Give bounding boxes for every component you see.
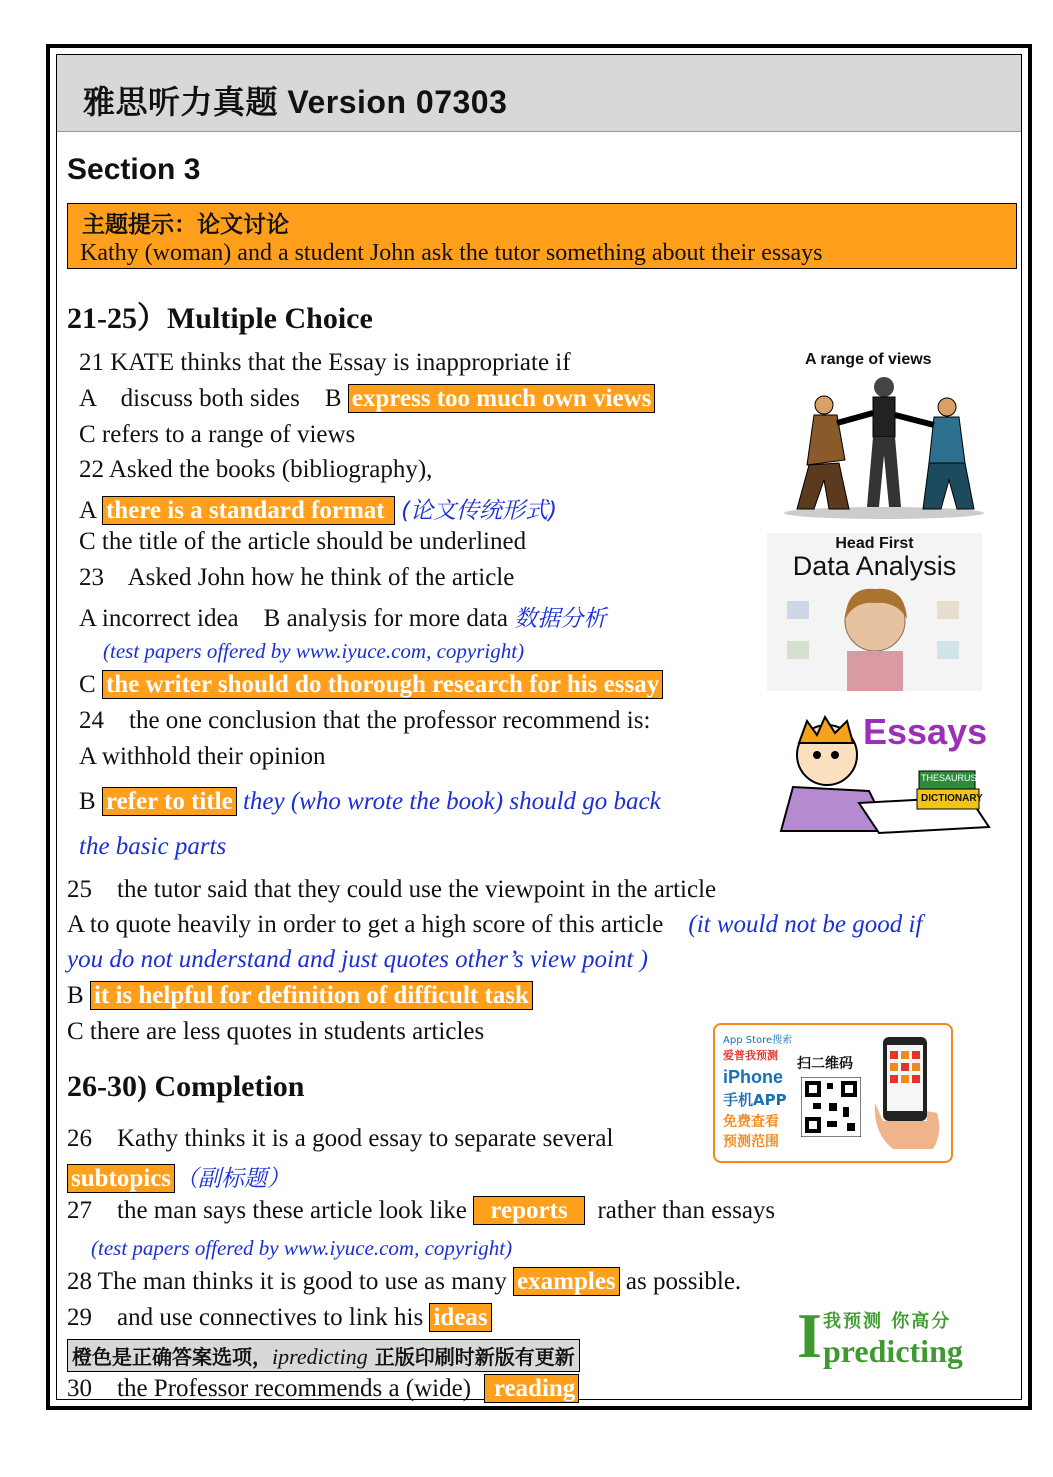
q24-b-label: B (79, 788, 102, 815)
q27-line (67, 1197, 775, 1225)
q25-note: (it would not be good if (688, 911, 923, 938)
app-promo-card[interactable] (713, 1023, 953, 1163)
range-caption: A range of views (805, 351, 932, 368)
q28-post: as possible. (619, 1268, 742, 1295)
logo-chinese: 我预测 你高分 (823, 1311, 952, 1332)
q24-note: they (who wrote the book) should go back (236, 788, 661, 815)
book-series: Head First (835, 535, 914, 552)
q24-stem: 24 the one conclusion that the professor recommend is: (79, 707, 651, 734)
logo-word: predicting (823, 1333, 963, 1369)
q29-pre: 29 and use connectives to link his (67, 1304, 430, 1331)
q29-answer: ideas (429, 1303, 491, 1332)
app-name: 爱普我预测 (723, 1049, 778, 1062)
mc-heading: 21-25）Multiple Choice (67, 302, 373, 335)
q26-note: （副标题） (175, 1166, 291, 1192)
q25-option-a (67, 911, 922, 939)
q22-note: (论文传统形式) (401, 498, 558, 524)
q23-c-label: C (79, 671, 102, 698)
book-title: Data Analysis (792, 551, 957, 581)
q24-option-b (79, 788, 661, 816)
q22-answer: there is a standard format (102, 496, 395, 525)
note-brand: ipredicting (272, 1344, 368, 1369)
q24-note-cont (79, 833, 226, 861)
q29-line (67, 1304, 492, 1332)
q23-note: 数据分析 (514, 606, 607, 632)
copyright-note: (test papers offered by www.iyuce.com, copyright) (103, 639, 525, 663)
q28-line (67, 1268, 741, 1296)
arguing-people-icon (769, 375, 999, 520)
topic-description: Kathy (woman) and a student John ask the tutor something about their essays (80, 240, 823, 266)
note-pre: 橙色是正确答案选项， (72, 1345, 272, 1369)
q21-answer: express too much own views (348, 384, 656, 413)
q21-options-ab (79, 385, 655, 413)
range-label: 预测范围 (723, 1134, 779, 1150)
q30-answer: reading (484, 1374, 580, 1403)
q24-note-2: the basic parts (79, 833, 227, 860)
logo-letter-i: I (797, 1300, 822, 1371)
q25-stem: 25 the tutor said that they could use the viewpoint in the article (67, 876, 717, 903)
q24-answer: refer to title (102, 787, 237, 816)
q25-a-text: A to quote heavily in order to get a high score of this article (67, 911, 689, 938)
q25-option-b (67, 982, 533, 1010)
q25-note-2: you do not understand and just quotes other’s view point ) (67, 946, 648, 973)
q26-answer: subtopics (67, 1164, 175, 1193)
app-store-label: App Store搜索 (723, 1035, 793, 1046)
page-frame (46, 44, 1032, 1410)
topic-title: 主题提示：论文讨论 (82, 212, 289, 238)
q30-line (67, 1375, 579, 1403)
scan-label: 扫二维码 (797, 1056, 853, 1072)
student-writing-icon (769, 707, 1009, 835)
book-cover-art-icon (767, 581, 982, 691)
q21-option-c: C refers to a range of views (79, 421, 356, 448)
q22-stem: 22 Asked the books (bibliography), (79, 456, 433, 483)
page-inner-border (56, 54, 1022, 1400)
q26-stem: 26 Kathy thinks it is a good essay to separate several (67, 1125, 614, 1152)
q27-pre: 27 the man says these article look like (67, 1197, 474, 1224)
thesaurus-label: THESAURUS (921, 773, 977, 783)
qr-code-icon (801, 1077, 861, 1137)
iphone-label: iPhone (723, 1067, 784, 1087)
q25-b-label: B (67, 982, 90, 1009)
q22-option-a (79, 492, 557, 525)
essays-logo-text: Essays (863, 711, 988, 752)
q25-answer: it is helpful for definition of difficult task (90, 981, 533, 1010)
app-label: 手机APP (723, 1091, 787, 1109)
range-of-views-illustration (769, 345, 999, 520)
q26-answer-line (67, 1160, 290, 1193)
q28-answer: examples (513, 1267, 620, 1296)
copyright-note-2: (test papers offered by www.iyuce.com, copyright) (91, 1236, 513, 1260)
q22-option-c: C the title of the article should be underlined (79, 528, 527, 555)
q22-a-label: A (79, 497, 102, 524)
q28-pre: 28 The man thinks it is good to use as many (67, 1268, 514, 1295)
q30-pre: 30 the Professor recommends a (wide) (67, 1375, 484, 1402)
q23-option-c (79, 671, 663, 699)
q25-option-c: C there are less quotes in students articles (67, 1018, 485, 1045)
q27-post: rather than essays (584, 1197, 776, 1224)
q21-option-a: A discuss both sides B (79, 385, 348, 412)
q23-options-ab (79, 600, 606, 633)
q27-answer: reports (473, 1196, 585, 1225)
comp-heading: 26-30) Completion (67, 1070, 305, 1103)
q24-option-a: A withhold their opinion (79, 743, 326, 770)
q21-stem: 21 KATE thinks that the Essay is inappropriate if (79, 349, 571, 376)
q23-option-ab: A incorrect idea B analysis for more data (79, 605, 515, 632)
page-title: 雅思听力真题 Version 07303 (83, 84, 508, 120)
answer-key-note (67, 1339, 580, 1372)
data-analysis-book-cover (767, 533, 982, 691)
section-title: Section 3 (67, 153, 201, 186)
q23-stem: 23 Asked John how he think of the article (79, 564, 515, 591)
q23-copyright (103, 637, 524, 665)
q25-note-cont (67, 946, 648, 974)
free-label: 免费查看 (723, 1114, 779, 1130)
comp-copyright (91, 1234, 512, 1262)
note-post: 正版印刷时新版有更新 (367, 1345, 575, 1369)
topic-box (67, 203, 1017, 269)
ipredicting-logo (793, 1300, 1003, 1375)
q23-answer: the writer should do thorough research for his essay (102, 670, 663, 699)
essays-cartoon (769, 707, 1009, 835)
phone-in-hand-icon (873, 1033, 943, 1153)
header-bar (57, 55, 1021, 132)
dictionary-label: DICTIONARY (921, 793, 983, 804)
